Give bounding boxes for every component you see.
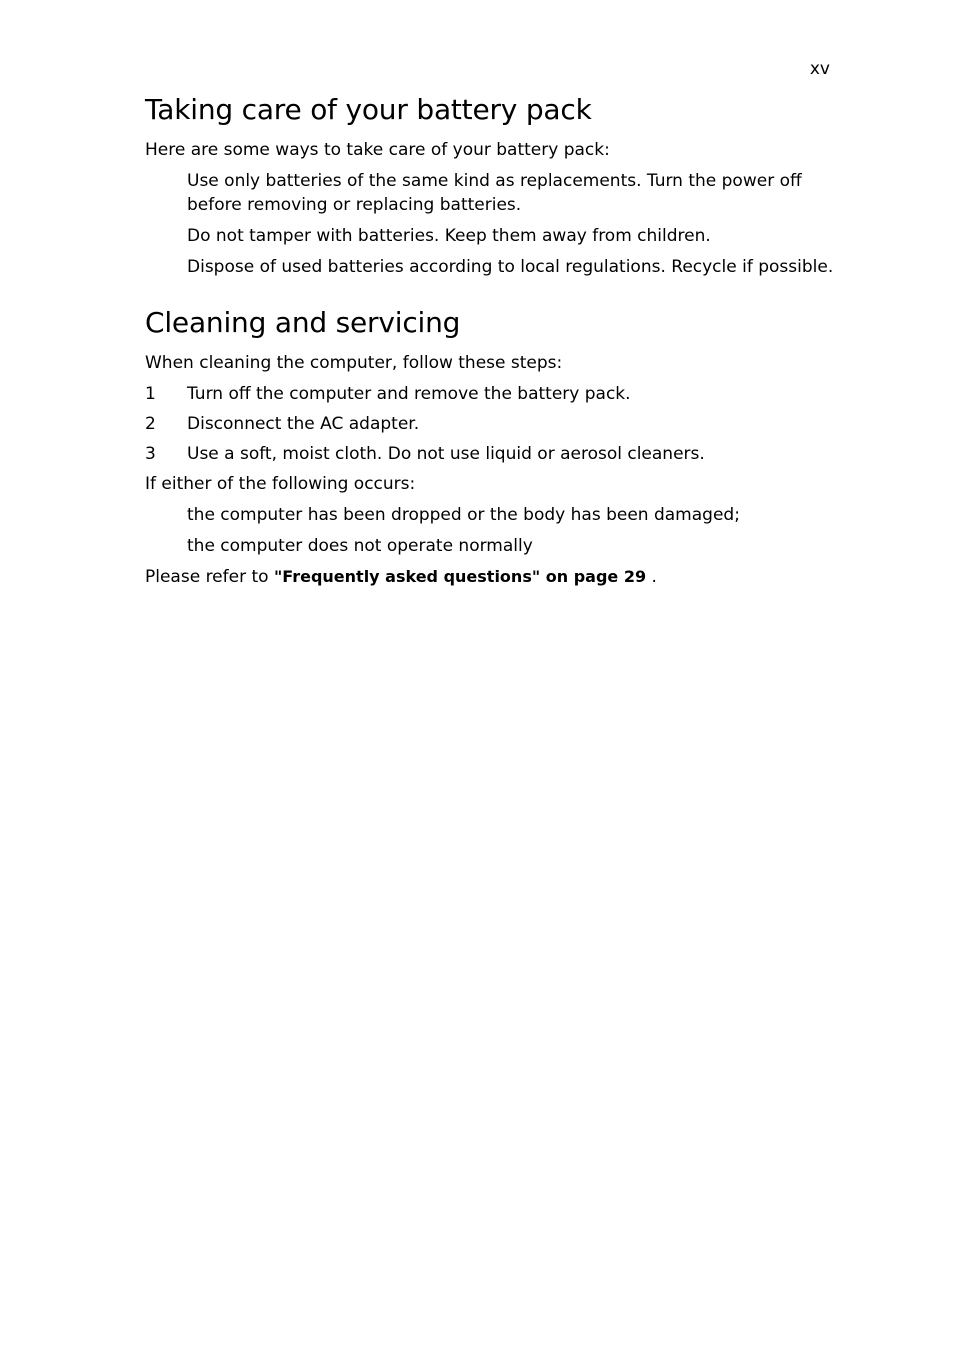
step-text: Use a soft, moist cloth. Do not use liquid or aerosol cleaners. xyxy=(187,444,705,464)
page-number: xv xyxy=(809,59,830,79)
section-title-battery: Taking care of your battery pack xyxy=(145,93,592,126)
step-text: Turn off the computer and remove the battery pack. xyxy=(187,384,631,404)
refer-suffix: . xyxy=(651,567,657,587)
step-number: 2 xyxy=(145,414,156,434)
battery-item: Use only batteries of the same kind as replacements. Turn the power off before removing or replacing batteries. xyxy=(187,171,802,215)
step-text: Disconnect the AC adapter. xyxy=(187,414,420,434)
step-number: 1 xyxy=(145,384,156,404)
cleaning-intro: When cleaning the computer, follow these steps: xyxy=(145,353,563,373)
faq-link[interactable]: "Frequently asked questions" on page 29 xyxy=(273,567,647,586)
condition-intro: If either of the following occurs: xyxy=(145,474,416,494)
refer-prefix: Please refer to xyxy=(145,567,269,587)
step-number: 3 xyxy=(145,444,156,464)
battery-item: Do not tamper with batteries. Keep them away from children. xyxy=(187,226,711,246)
refer-paragraph xyxy=(145,565,845,589)
page-content xyxy=(145,92,845,596)
condition-item: the computer has been dropped or the body has been damaged; xyxy=(187,505,740,525)
cleaning-step xyxy=(145,382,845,406)
battery-intro: Here are some ways to take care of your battery pack: xyxy=(145,140,610,160)
condition-item: the computer does not operate normally xyxy=(187,536,533,556)
cleaning-step xyxy=(145,442,845,466)
battery-item: Dispose of used batteries according to local regulations. Recycle if possible. xyxy=(187,257,834,277)
section-title-cleaning: Cleaning and servicing xyxy=(145,306,461,339)
cleaning-step xyxy=(145,412,845,436)
